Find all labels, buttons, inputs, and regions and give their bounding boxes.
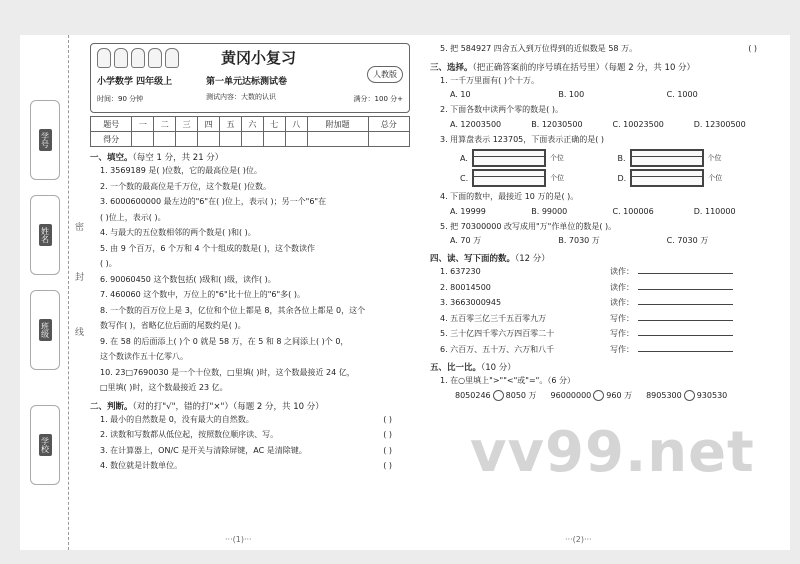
abacus-icon — [630, 149, 704, 167]
option[interactable]: D. 12300500 — [693, 119, 746, 129]
compare-row — [430, 389, 775, 403]
answer-line[interactable] — [638, 295, 733, 305]
score-cell[interactable] — [132, 132, 154, 147]
score-cell[interactable] — [285, 132, 307, 147]
student-id-label: 学号 — [39, 129, 52, 151]
judge-question: 2. 读数和写数都从低位起，按照数位顺序读、写。 ( ) — [90, 427, 410, 443]
answer-paren[interactable]: ( ) — [383, 445, 392, 455]
answer-line[interactable] — [638, 342, 733, 352]
time-limit: 时间：90 分钟 — [97, 95, 144, 103]
score-cell[interactable] — [198, 132, 220, 147]
question: 5. 由 9 个百万，6 个万和 4 个十组成的数是( )，这个数读作 — [100, 243, 315, 253]
score-table — [90, 116, 410, 147]
option[interactable]: B. 100 — [558, 90, 585, 99]
cell: 八 — [285, 117, 307, 132]
choice-options — [430, 205, 775, 219]
judge-question: 5. 把 584927 四舍五入到万位得到的近似数是 58 万。 ( ) — [430, 41, 775, 57]
compare-pair: 8050246 8050 万 — [455, 390, 537, 400]
cell: 附加题 — [307, 117, 368, 132]
rw-row: 5. 三十亿四千零六万四百零二十 写作： — [430, 326, 775, 342]
score-cell[interactable] — [220, 132, 242, 147]
score-table-header — [91, 117, 410, 132]
edition-badge: 人教版 — [367, 66, 403, 83]
option[interactable]: B. 99000 — [531, 206, 568, 216]
section-judge: 二、判断。（对的打"√"，错的打"×"）（每题 2 分，共 10 分） — [90, 401, 324, 412]
score-cell[interactable] — [307, 132, 368, 147]
seal-char-mi: 密 — [75, 223, 85, 233]
question: □里填( )时，这个数最接近 23 亿。 — [100, 383, 228, 392]
compare-circle[interactable] — [684, 390, 695, 401]
choice-question: 1. 一千万里面有( )个十万。 — [440, 75, 539, 85]
section-choice: 三、选择。（把正确答案前的序号填在括号里）（每题 2 分，共 10 分） — [430, 62, 696, 73]
score-cell[interactable] — [263, 132, 285, 147]
cell: 三 — [176, 117, 198, 132]
full-score: 满分：100 分+ — [353, 95, 403, 103]
test-content: 测试内容：大数的认识 — [206, 93, 276, 101]
school-label: 学校 — [39, 434, 52, 456]
rw-row: 4. 五百零三亿三千五百零九万 写作： — [430, 311, 775, 327]
rw-row: 1. 637230 读作： — [430, 264, 775, 280]
question: ( )位上，表示( )。 — [100, 212, 166, 222]
option[interactable]: C. 10023500 — [612, 119, 664, 129]
question: 这个数读作五十亿零八。 — [100, 352, 188, 361]
binding-margin — [20, 35, 69, 550]
cell: 一 — [132, 117, 154, 132]
compare-circle[interactable] — [493, 390, 504, 401]
choice-options — [430, 88, 775, 102]
option[interactable]: D. 110000 — [693, 206, 736, 216]
exam-header — [90, 43, 410, 113]
cell: 题号 — [91, 117, 132, 132]
question: 3. 6000600000 最左边的"6"在( )位上，表示( )；另一个"6"在 — [100, 197, 327, 206]
unit-title: 第一单元达标测试卷 — [206, 77, 288, 87]
rw-row: 3. 3663000945 读作： — [430, 295, 775, 311]
option[interactable]: A. 19999 — [450, 206, 486, 216]
cell: 四 — [198, 117, 220, 132]
judge-question: 3. 在计算器上，ON/C 是开关与清除屏键，AC 是清除键。 ( ) — [90, 443, 410, 459]
class-label: 班级 — [39, 319, 52, 341]
option[interactable]: B. 12030500 — [531, 119, 583, 129]
option[interactable]: C. 100006 — [612, 206, 654, 216]
option[interactable]: B. 7030 万 — [558, 236, 600, 245]
answer-line[interactable] — [638, 264, 733, 274]
compare-instruction: 1. 在○里填上">""<"或"="。（6 分） — [440, 376, 575, 385]
subject-label: 小学数学 四年级上 — [97, 77, 173, 87]
score-cell[interactable] — [368, 132, 409, 147]
question: 2. 一个数的最高位是千万位，这个数是( )位数。 — [100, 181, 271, 191]
abacus-icon — [472, 169, 546, 187]
section-compare: 五、比一比。（10 分） — [430, 363, 516, 373]
watermark: vv99.net — [470, 420, 755, 485]
answer-paren[interactable]: ( ) — [383, 430, 392, 439]
compare-pair: 96000000 960 万 — [550, 390, 633, 400]
cell: 六 — [241, 117, 263, 132]
class-box — [30, 290, 60, 370]
cartoon-kids-logo — [97, 48, 179, 68]
compare-pair: 8905300 930530 — [646, 390, 728, 400]
option[interactable]: A. 12003500 — [450, 119, 502, 129]
page-number-left: ···(1)··· — [225, 535, 252, 544]
choice-options — [430, 234, 775, 248]
abacus-option-a[interactable]: A. 个位 — [460, 149, 618, 167]
question: 1. 3569189 是( )位数，它的最高位是( )位。 — [100, 166, 262, 175]
question: 4. 与最大的五位数相邻的两个数是( )和( )。 — [100, 228, 256, 237]
question: 9. 在 58 的后面添上( )个 0 就是 58 万，在 5 和 8 之间添上( )个 0， — [100, 336, 349, 346]
question: 数写作( )，省略亿位后面的尾数约是( )。 — [100, 321, 246, 330]
score-table-row — [91, 132, 410, 147]
abacus-row — [430, 169, 775, 187]
question: 7. 460060 这个数中，万位上的"6"比十位上的"6"多( )。 — [100, 290, 305, 299]
answer-line[interactable] — [638, 326, 733, 336]
abacus-icon — [472, 149, 546, 167]
option[interactable]: C. 7030 万 — [666, 236, 709, 245]
answer-paren[interactable]: ( ) — [748, 44, 757, 53]
choice-question: 3. 用算盘表示 123705，下面表示正确的是( ) — [440, 134, 605, 144]
cell: 五 — [220, 117, 242, 132]
answer-paren[interactable]: ( ) — [383, 461, 392, 470]
option[interactable]: A. 10 — [450, 90, 471, 99]
answer-line[interactable] — [638, 311, 733, 321]
cell: 七 — [263, 117, 285, 132]
name-label: 姓名 — [39, 224, 52, 246]
cell: 得分 — [91, 132, 132, 147]
abacus-icon — [630, 169, 704, 187]
left-page — [90, 43, 410, 474]
choice-question: 5. 把 70300000 改写成用"万"作单位的数是( )。 — [440, 221, 617, 231]
section-fill: 一、填空。（每空 1 分，共 21 分） — [90, 153, 224, 163]
name-box — [30, 195, 60, 275]
question: 6. 90060450 这个数包括( )级和( )级，读作( )。 — [100, 274, 276, 284]
rw-row: 6. 六百万、五十万、六万和八千 写作： — [430, 342, 775, 358]
answer-line[interactable] — [638, 280, 733, 290]
abacus-row — [430, 149, 775, 167]
choice-options — [430, 118, 775, 132]
answer-paren[interactable]: ( ) — [383, 414, 392, 424]
section-read-write: 四、读、写下面的数。（12 分） — [430, 254, 550, 264]
judge-question: 1. 最小的自然数是 0，没有最大的自然数。 ( ) — [90, 412, 410, 428]
school-box — [30, 405, 60, 485]
compare-circle[interactable] — [593, 390, 604, 401]
question: 10. 23□7690030 是一个十位数，□里填( )时，这个数最接近 24 亿， — [100, 367, 355, 377]
abacus-option-d[interactable]: D. 个位 — [618, 169, 776, 187]
score-cell[interactable] — [154, 132, 176, 147]
option[interactable]: C. 1000 — [666, 90, 698, 99]
cell: 二 — [154, 117, 176, 132]
brand-title: 黄冈小复习 — [221, 49, 297, 67]
question: ( )。 — [100, 259, 117, 268]
score-cell[interactable] — [241, 132, 263, 147]
seal-char-xian: 线 — [75, 328, 85, 338]
choice-question: 4. 下面的数中，最接近 10 万的是( )。 — [440, 192, 579, 201]
judge-question: 4. 数位就是计数单位。 ( ) — [90, 458, 410, 474]
rw-row: 2. 80014500 读作： — [430, 280, 775, 296]
score-cell[interactable] — [176, 132, 198, 147]
page-number-right: ···(2)··· — [565, 535, 592, 544]
seal-char-feng: 封 — [75, 273, 85, 283]
right-page — [430, 41, 775, 403]
abacus-option-c[interactable]: C. 个位 — [460, 169, 618, 187]
cell: 总分 — [368, 117, 409, 132]
choice-question: 2. 下面各数中读两个零的数是( )。 — [440, 105, 563, 114]
abacus-option-b[interactable]: B. 个位 — [618, 149, 776, 167]
option[interactable]: A. 70 万 — [450, 236, 482, 245]
student-id-box — [30, 100, 60, 180]
question: 8. 一个数的百万位上是 3，亿位和个位上都是 8，其余各位上都是 0，这个 — [100, 305, 366, 315]
